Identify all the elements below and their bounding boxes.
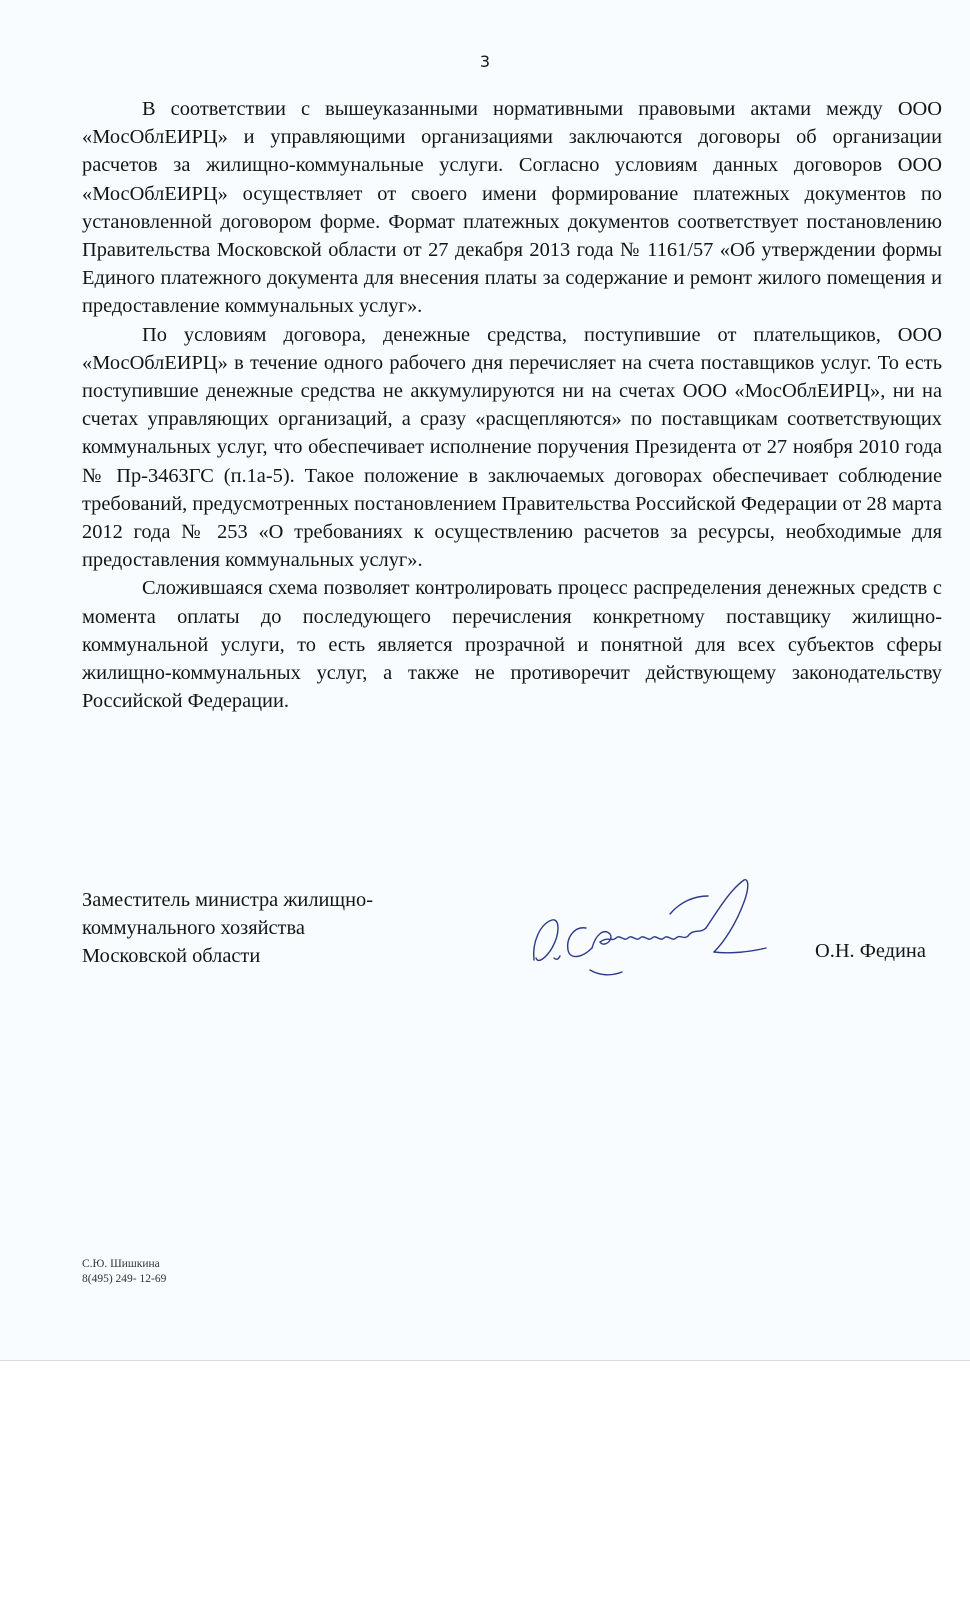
signer-position-line: Московской области — [82, 945, 261, 967]
paragraph-contracts: В соответствии с вышеуказанными нормативными правовыми актами между ООО «МосОблЕИРЦ» и управляющими организациями заключаются договоры об организации расчетов за жилищно-коммунальные услуги. Согласно условиям данных договоров ООО «МосОблЕИРЦ» осуществляет от своего имени формирование платежных документов по установленной договором форме. Формат платежных документов соответствует постановлению Правительства Московской области от 27 декабря 2013 года № 1161/57 «Об утверждении формы Единого платежного документа для внесения платы за содержание и ремонт жилого помещения и предоставление коммунальных услуг». — [82, 98, 942, 318]
handwritten-signature — [530, 872, 770, 982]
signer-position — [82, 886, 482, 970]
signer-position-line: коммунального хозяйства — [82, 917, 305, 939]
executor-phone: 8(495) 249- 12-69 — [82, 1273, 167, 1285]
letter-body — [82, 95, 942, 715]
signer-position-line: Заместитель министра жилищно- — [82, 889, 374, 911]
signer-name: О.Н. Федина — [815, 940, 926, 962]
scan-edge-divider — [0, 1360, 970, 1361]
paragraph-scheme: Сложившаяся схема позволяет контролировать процесс распределения денежных средств с момента оплаты до последующего перечисления конкретному поставщику жилищно-коммунальной услуги, то есть является прозрачной и понятной для всех субъектов сферы жилищно-коммунальных услуг, а также не противоречит действующему законодательству Российской Федерации. — [82, 577, 942, 713]
page-number: 3 — [479, 52, 491, 71]
paragraph-fund-transfer: По условиям договора, денежные средства, поступившие от плательщиков, ООО «МосОблЕИРЦ» в течение одного рабочего дня перечисляет на счета поставщиков услуг. То есть поступившие денежные средства не аккумулируются ни на счетах ООО «МосОблЕИРЦ», ни на счетах управляющих организаций, а сразу «расщепляются» по поставщикам соответствующих коммунальных услуг, что обеспечивает исполнение поручения Президента от 27 ноября 2010 года № Пр-3463ГС (п.1а-5). Такое положение в заключаемых договорах обеспечивает соблюдение требований, предусмотренных постановлением Правительства Российской Федерации от 28 марта 2012 года № 253 «О требованиях к осуществлению расчетов за ресурсы, необходимые для предоставления коммунальных услуг». — [82, 323, 942, 572]
executor-name: С.Ю. Шишкина — [82, 1258, 160, 1270]
executor-info — [82, 1257, 166, 1287]
